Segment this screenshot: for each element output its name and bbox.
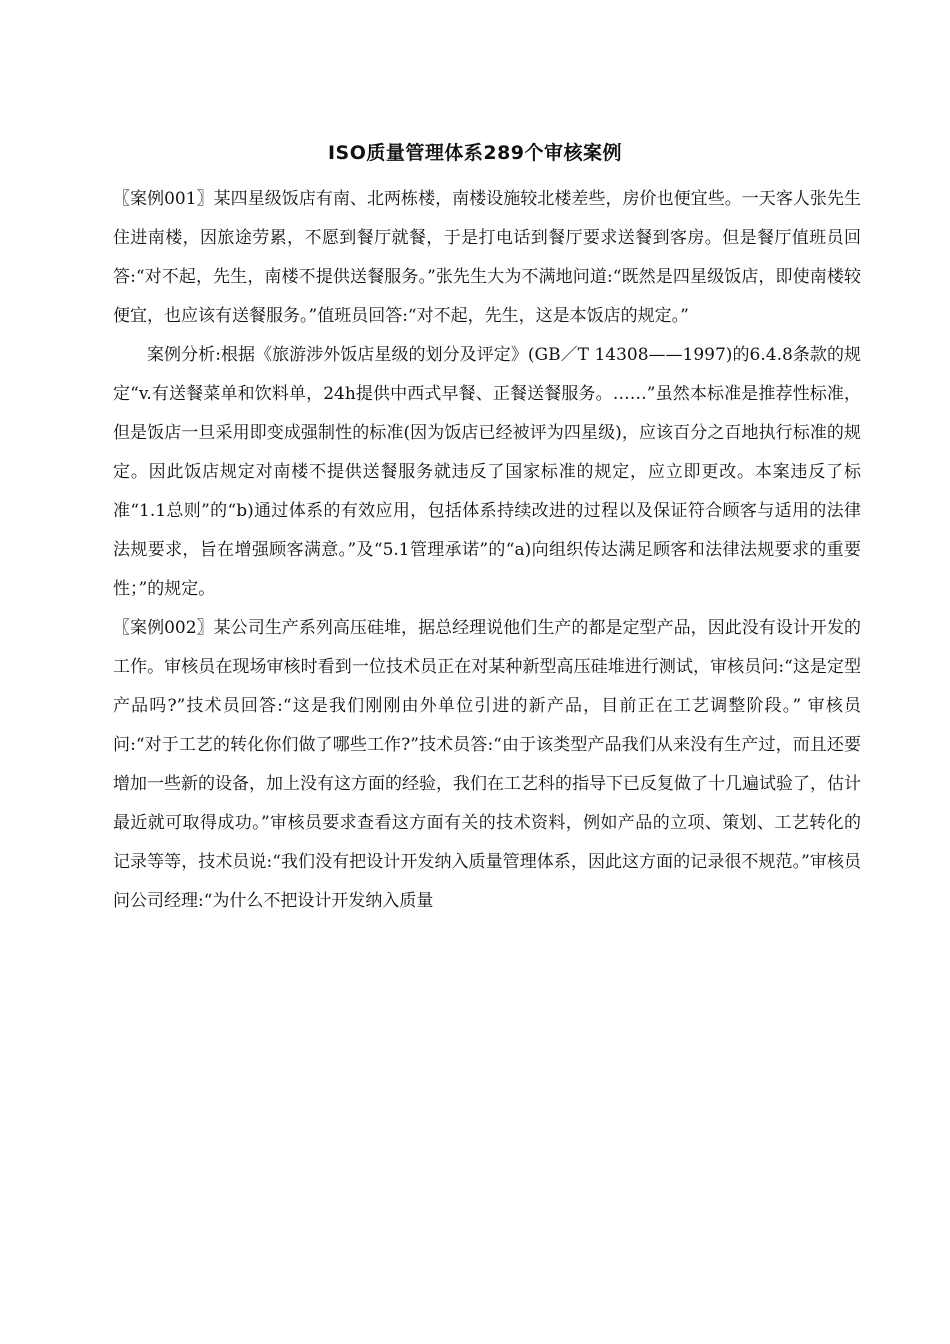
document-body [113, 180, 861, 921]
document-title: ISO质量管理体系289个审核案例 [327, 142, 623, 164]
case-001-paragraph: 〖案例001〗某四星级饭店有南、北两栋楼，南楼设施较北楼差些，房价也便宜些。一天客人张先生住进南楼，因旅途劳累，不愿到餐厅就餐，于是打电话到餐厅要求送餐到客房。但是餐厅值班员回答:“对不起，先生，南楼不提供送餐服务。”张先生大为不满地问道:“既然是四星级饭店，即使南楼较便宜，也应该有送餐服务。”值班员回答:“对不起，先生，这是本饭店的规定。” [113, 189, 861, 326]
case-001-analysis-paragraph: 案例分析:根据《旅游涉外饭店星级的划分及评定》(GB／T 14308——1997)的6.4.8条款的规定“v.有送餐菜单和饮料单，24h提供中西式早餐、正餐送餐服务。……”虽然本标准是推荐性标准，但是饭店一旦采用即变成强制性的标准(因为饭店已经被评为四星级)，应该百分之百地执行标准的规定。因此饭店规定对南楼不提供送餐服务就违反了国家标准的规定，应立即更改。本案违反了标准“1.1总则”的“b)通过体系的有效应用，包括体系持续改进的过程以及保证符合顾客与适用的法律法规要求，旨在增强顾客满意。”及“5.1管理承诺”的“a)向组织传达满足顾客和法律法规要求的重要性；”的规定。 [113, 345, 861, 599]
case-002-paragraph: 〖案例002〗某公司生产系列高压硅堆，据总经理说他们生产的都是定型产品，因此没有设计开发的工作。审核员在现场审核时看到一位技术员正在对某种新型高压硅堆进行测试，审核员问:“这是定型产品吗?”技术员回答:“这是我们刚刚由外单位引进的新产品，目前正在工艺调整阶段。” 审核员问:“对于工艺的转化你们做了哪些工作?”技术员答:“由于该类型产品我们从来没有生产过，而且还要增加一些新的设备，加上没有这方面的经验，我们在工艺科的指导下已反复做了十几遍试验了，估计最近就可取得成功。”审核员要求查看这方面有关的技术资料，例如产品的立项、策划、工艺转化的记录等等，技术员说:“我们没有把设计开发纳入质量管理体系，因此这方面的记录很不规范。”审核员问公司经理:“为什么不把设计开发纳入质量 [113, 618, 861, 911]
